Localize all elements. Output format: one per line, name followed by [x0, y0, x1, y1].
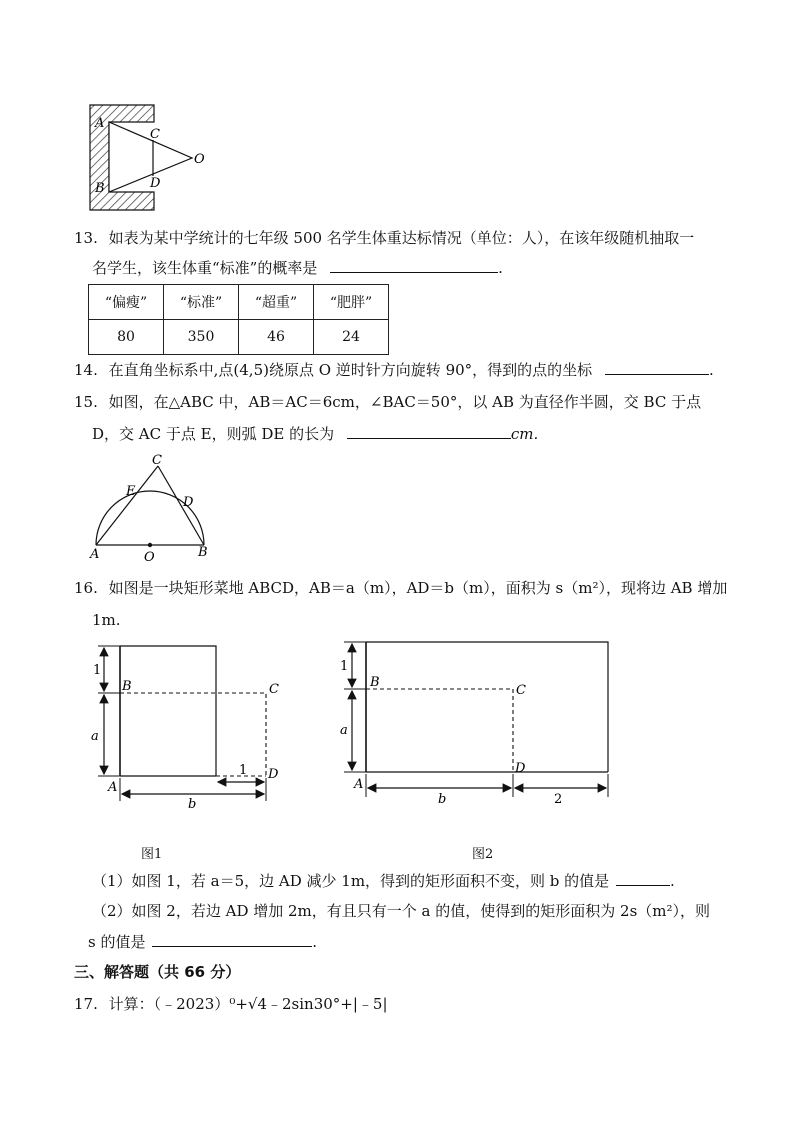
q14-line: 14. 在直角坐标系中,点(4,5)绕原点 O 逆时针方向旋转 90°，得到的点的坐标 .	[74, 361, 714, 379]
q13-number: 13.	[74, 229, 98, 247]
q15-text1: 如图，在△ABC 中，AB＝AC＝6cm，∠BAC＝50°，以 AB 为直径作半圆，交 BC 于点	[108, 393, 702, 411]
q16-text1: 如图是一块矩形菜地 ABCD，AB＝a（m），AD＝b（m），面积为 s（m²），现将边 AB 增加	[108, 579, 728, 597]
q16-sub2-line1	[92, 901, 710, 921]
q16-line1	[74, 578, 727, 598]
fig1-label-b: b	[188, 797, 197, 812]
q15-label-d: D	[183, 495, 194, 510]
fig1-label-A: A	[108, 780, 118, 795]
q13-table	[88, 284, 389, 355]
q15-line2: D，交 AC 于点 E，则弧 DE 的长为 cm.	[92, 425, 539, 443]
fig1-label-B: B	[122, 679, 132, 694]
fig2-label-a-side: a	[340, 723, 348, 738]
q16-figure2	[332, 632, 622, 812]
q13-value-cell: 350	[164, 320, 239, 355]
q16-figure1	[86, 636, 286, 816]
q13-line2: 名学生，该生体重“标准”的概率是 .	[92, 259, 503, 277]
fig2-label-B: B	[370, 675, 380, 690]
q15-text2: D，交 AC 于点 E，则弧 DE 的长为	[92, 425, 335, 443]
fig12-label-b: B	[95, 181, 105, 196]
fig1-label-one-right: 1	[239, 763, 248, 778]
fig1-label-one-top: 1	[93, 663, 102, 678]
q15-label-b: B	[198, 545, 208, 560]
q15-figure	[86, 452, 218, 562]
q13-header-cell: “偏瘦”	[89, 285, 164, 320]
fig1-label-C: C	[269, 682, 279, 697]
q14-answer-blank[interactable]	[605, 360, 709, 375]
q13-text2: 名学生，该生体重“标准”的概率是	[92, 259, 318, 277]
q15-label-e: E	[126, 484, 136, 499]
q13-value-cell: 80	[89, 320, 164, 355]
fig12-label-a: A	[95, 116, 105, 131]
fig12-label-d: D	[150, 176, 161, 191]
q15-label-c: C	[152, 453, 162, 468]
fig1-label-a-side: a	[91, 729, 99, 744]
fig12-label-o: O	[194, 152, 205, 167]
section-3-heading: 三、解答题（共 66 分）	[74, 963, 241, 981]
q13-answer-blank[interactable]	[330, 258, 498, 273]
q15-label-a: A	[90, 547, 100, 562]
q16-number: 16.	[74, 579, 98, 597]
q17-text: 计算：（﹣2023）⁰+√4﹣2sin30°+|﹣5|	[108, 995, 388, 1013]
q16-sub2-text1: （2）如图 2，若边 AD 增加 2m，有且只有一个 a 的值，使得到的矩形面积为 2s（m²），则	[92, 902, 711, 920]
q16-sub1: （1）如图 1，若 a＝5，边 AD 减少 1m，得到的矩形面积不变，则 b 的值是 .	[92, 872, 675, 890]
fig2-label-D: D	[515, 761, 526, 776]
fig2-label-b: b	[438, 792, 447, 807]
q14-number: 14.	[74, 361, 98, 379]
q16-figure1-caption: 图1	[141, 847, 163, 862]
fig1-label-D: D	[268, 767, 279, 782]
q13-header-cell: “肥胖”	[314, 285, 389, 320]
q16-sub2-text2: s 的值是	[88, 933, 146, 951]
q15-line1	[74, 392, 701, 412]
q16-text2: 1m.	[92, 611, 121, 629]
q15-number: 15.	[74, 393, 98, 411]
fig2-label-C: C	[516, 683, 526, 698]
q17-line	[74, 994, 388, 1014]
q13-line1	[74, 228, 694, 248]
q16-sub2-answer-blank[interactable]	[152, 932, 312, 947]
fig12-label-c: C	[150, 127, 160, 142]
q16-line2	[92, 610, 121, 630]
q16-sub2-line2: s 的值是 .	[88, 933, 318, 951]
q17-number: 17.	[74, 995, 98, 1013]
q15-label-o: O	[144, 550, 155, 562]
q13-value-cell: 24	[314, 320, 389, 355]
fig2-label-two: 2	[554, 792, 563, 807]
q16-sub1-text: （1）如图 1，若 a＝5，边 AD 减少 1m，得到的矩形面积不变，则 b 的值是	[92, 872, 610, 890]
q13-header-cell: “标准”	[164, 285, 239, 320]
fig2-label-A: A	[354, 777, 364, 792]
q16-sub1-answer-blank[interactable]	[616, 871, 670, 886]
q14-text: 在直角坐标系中,点(4,5)绕原点 O 逆时针方向旋转 90°，得到的点的坐标	[108, 361, 593, 379]
q13-text1: 如表为某中学统计的七年级 500 名学生体重达标情况（单位：人），在该年级随机抽取一	[108, 229, 695, 247]
q15-answer-blank[interactable]	[347, 424, 511, 439]
q12-figure	[82, 100, 212, 215]
fig2-label-one-top: 1	[340, 659, 349, 674]
q16-figure2-caption: 图2	[472, 847, 494, 862]
q13-value-cell: 46	[239, 320, 314, 355]
q13-header-cell: “超重”	[239, 285, 314, 320]
